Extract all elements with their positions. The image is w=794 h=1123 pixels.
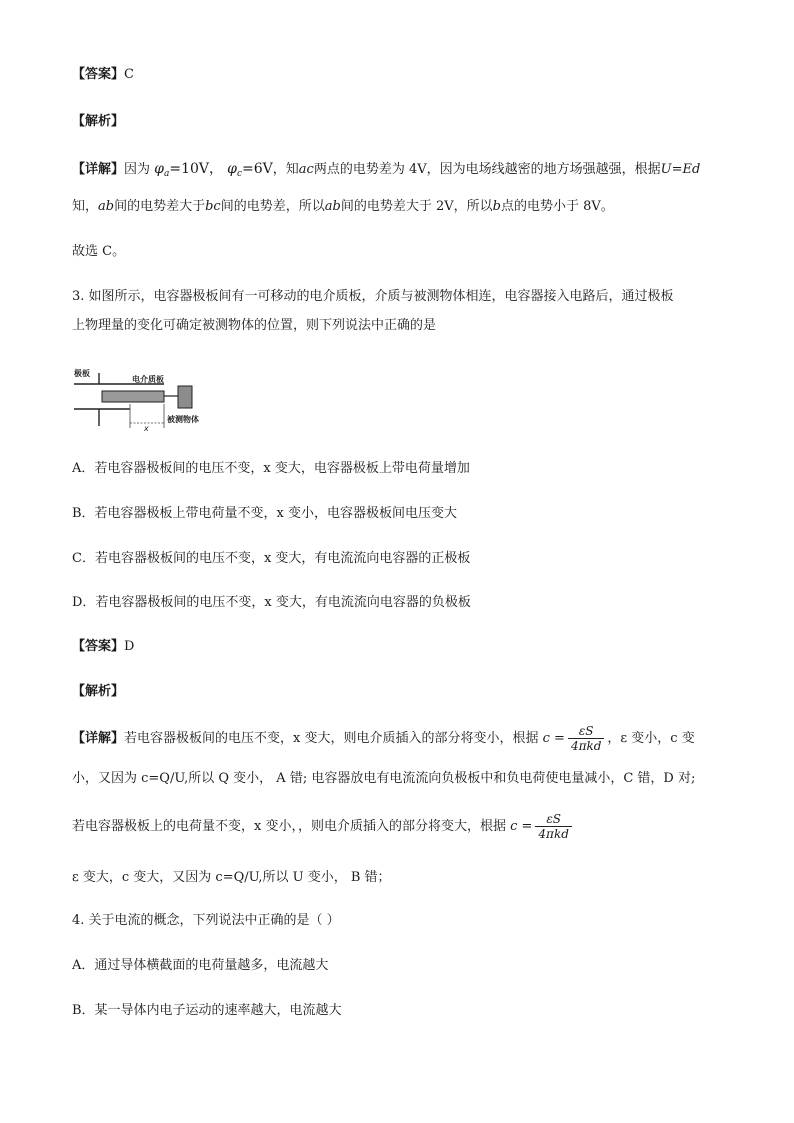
q2-analysis-tag: 【解析】 [72,114,125,129]
q3-stem-1: 3. 如图所示，电容器极板间有一可移动的电介质板，介质与被测物体相连，电容器接入电路后，通过极板 [72,289,674,304]
dielectric-slab [102,391,164,402]
measured-object [178,386,192,408]
detail-tag: 【详解】 [72,162,125,177]
label-dielectric: 电介质板 [132,375,164,384]
q3-option-d: D．若电容器极板间的电压不变，x 变大，有电流流向电容器的负极板 [72,595,471,610]
q2-answer-line [72,66,134,84]
q3-answer-line: 【答案】D [72,639,135,654]
q3-option-c: C．若电容器极板间的电压不变，x 变大，有电流流向电容器的正极板 [72,551,471,566]
q3-detail-line-1: 【详解】若电容器极板间的电压不变，x 变大，则电介质插入的部分将变小，根据 c = $\frac{\varepsilon S}{\text{4πkd}}$ ，ε 变小，c 变 [72,724,695,753]
capacitance-fraction: $\frac{\varepsilon S}{\text{4πkd}}$ [568,724,604,753]
label-object: 被测物体 [167,415,199,424]
answer-tag: 【答案】 [72,67,125,82]
q4-option-b: B．某一导体内电子运动的速率越大，电流越大 [72,1003,342,1018]
phi-c: $\varphi_c$ [227,161,243,179]
q3-detail-line-3: 若电容器极板上的电荷量不变，x 变小，，则电介质插入的部分将变大，根据 c = $\frac{\varepsilon S}{\text{4πkd}}$ [72,812,575,842]
label-plate: 极板 [74,369,90,378]
q3-option-a: A．若电容器极板间的电压不变，x 变大，电容器极板上带电荷量增加 [72,461,470,476]
q3-stem-2: 上物理量的变化可确定被测物体的位置，则下列说法中正确的是 [72,318,437,333]
q4-option-a: A．通过导体横截面的电荷量越多，电流越大 [72,958,329,973]
label-x: x [144,424,149,432]
answer-value: C [124,67,134,82]
phi-a: $\varphi_a$ [154,161,170,179]
q3-detail-line-4: ε 变大，c 变大，又因为 c=Q/U,所以 U 变小， B 错； [72,870,391,885]
q3-option-b: B．若电容器极板上带电荷量不变，x 变小，电容器极板间电压变大 [72,506,458,521]
q3-analysis-tag: 【解析】 [72,684,125,699]
q2-detail-line-1: 【详解】因为 $\varphi_a=10V$， $\varphi_c=6V$，知ac两点的电势差为 4V，因为电场线越密的地方场强越强，根据U=Ed [72,161,701,179]
capacitor-figure [72,364,212,432]
q4-stem: 4. 关于电流的概念，下列说法中正确的是（ ） [72,913,340,928]
q3-detail-line-2: 小，又因为 c=Q/U,所以 Q 变小， A 错; 电容器放电有电流流向负极板中和负电荷使电量减小，C 错，D 对; [72,771,696,786]
q2-detail-line-2: 知，ab间的电势差大于bc间的电势差，所以ab间的电势差大于 2V，所以b点的电势小于 8V。 [72,199,614,214]
capacitance-fraction-2: $\frac{\varepsilon S}{\text{4πkd}}$ [535,812,571,841]
q2-conclusion: 故选 C。 [72,244,126,259]
